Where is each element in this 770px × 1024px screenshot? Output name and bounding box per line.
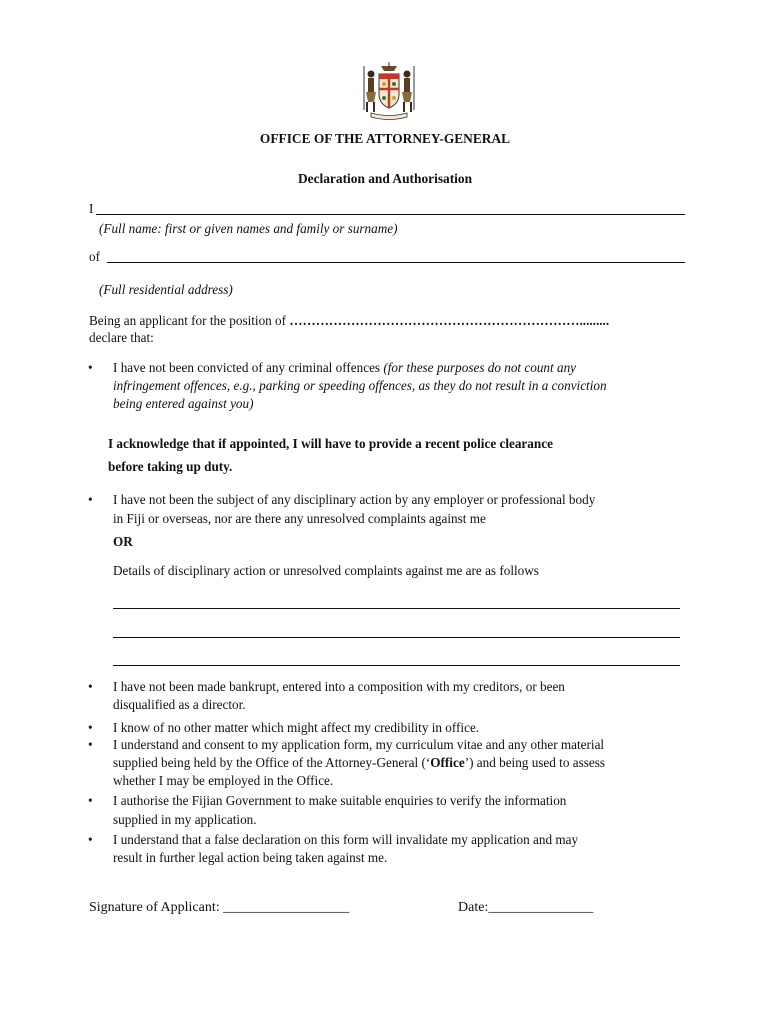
declare-text: declare that: (89, 330, 154, 345)
authorise-line2: supplied in my application. (113, 812, 257, 827)
criminal-line1 (113, 359, 683, 377)
details-line-1[interactable] (113, 608, 680, 609)
disciplinary-line2: in Fiji or overseas, nor are there any unresolved complaints against me (113, 511, 486, 526)
criminal-italic3: being entered against you) (113, 396, 254, 411)
bullet-credibility: • (88, 720, 93, 735)
consent-line2 (113, 754, 683, 772)
name-field-line[interactable] (96, 214, 685, 215)
police-line1: I acknowledge that if appointed, I will have to provide a recent police clearance (108, 436, 553, 451)
address-field-line[interactable] (107, 262, 685, 263)
bankrupt-line2: disqualified as a director. (113, 697, 246, 712)
position-line (89, 312, 689, 330)
address-field-hint: (Full residential address) (99, 282, 233, 297)
criminal-text: I have not been convicted of any criminal offences (113, 360, 384, 375)
bullet-bankrupt: • (88, 679, 93, 694)
false-decl-line1: I understand that a false declaration on this form will invalidate my application and may (113, 832, 579, 847)
position-text: Being an applicant for the position of (89, 313, 287, 328)
form-title: Declaration and Authorisation (297, 171, 473, 186)
consent-office: Office (430, 755, 465, 770)
disciplinary-or: OR (113, 534, 133, 549)
false-decl-line2: result in further legal action being taken against me. (113, 850, 388, 865)
position-dots[interactable]: …………………………………………………………......... (289, 313, 610, 328)
office-title: OFFICE OF THE ATTORNEY-GENERAL (259, 131, 511, 146)
bullet-authorise: • (88, 793, 93, 808)
criminal-italic1: (for these purposes do not count any (383, 360, 577, 375)
disciplinary-line1: I have not been the subject of any disciplinary action by any employer or professional body (113, 492, 596, 507)
consent-line2-a: supplied being held by the Office of the Attorney-General (‘ (113, 755, 431, 770)
bankrupt-line1: I have not been made bankrupt, entered into a composition with my creditors, or been (113, 679, 565, 694)
consent-line1: I understand and consent to my application form, my curriculum vitae and any other material (113, 737, 605, 752)
bullet-disciplinary: • (88, 492, 93, 507)
name-prefix: I (89, 201, 94, 216)
date-field[interactable]: Date:_______________ (458, 900, 594, 915)
bullet-consent: • (88, 737, 93, 752)
bullet-false-declaration: • (88, 832, 93, 847)
details-line-3[interactable] (113, 665, 680, 666)
bullet-criminal: • (88, 360, 93, 375)
name-field-hint: (Full name: first or given names and family or surname) (99, 221, 398, 236)
signature-field[interactable]: Signature of Applicant: __________________ (89, 900, 350, 915)
disciplinary-details: Details of disciplinary action or unresolved complaints against me are as follows (113, 563, 539, 578)
address-prefix: of (89, 249, 100, 264)
details-line-2[interactable] (113, 637, 680, 638)
fiji-coat-of-arms-icon (359, 60, 419, 120)
authorise-line1: I authorise the Fijian Government to make suitable enquiries to verify the information (113, 793, 567, 808)
consent-line3: whether I may be employed in the Office. (113, 773, 334, 788)
consent-line2-c: ’) and being used to assess (464, 755, 605, 770)
criminal-italic2: infringement offences, e.g., parking or speeding offences, as they do not result in a conviction (113, 378, 607, 393)
police-line2: before taking up duty. (108, 459, 233, 474)
credibility-text: I know of no other matter which might affect my credibility in office. (113, 720, 480, 735)
